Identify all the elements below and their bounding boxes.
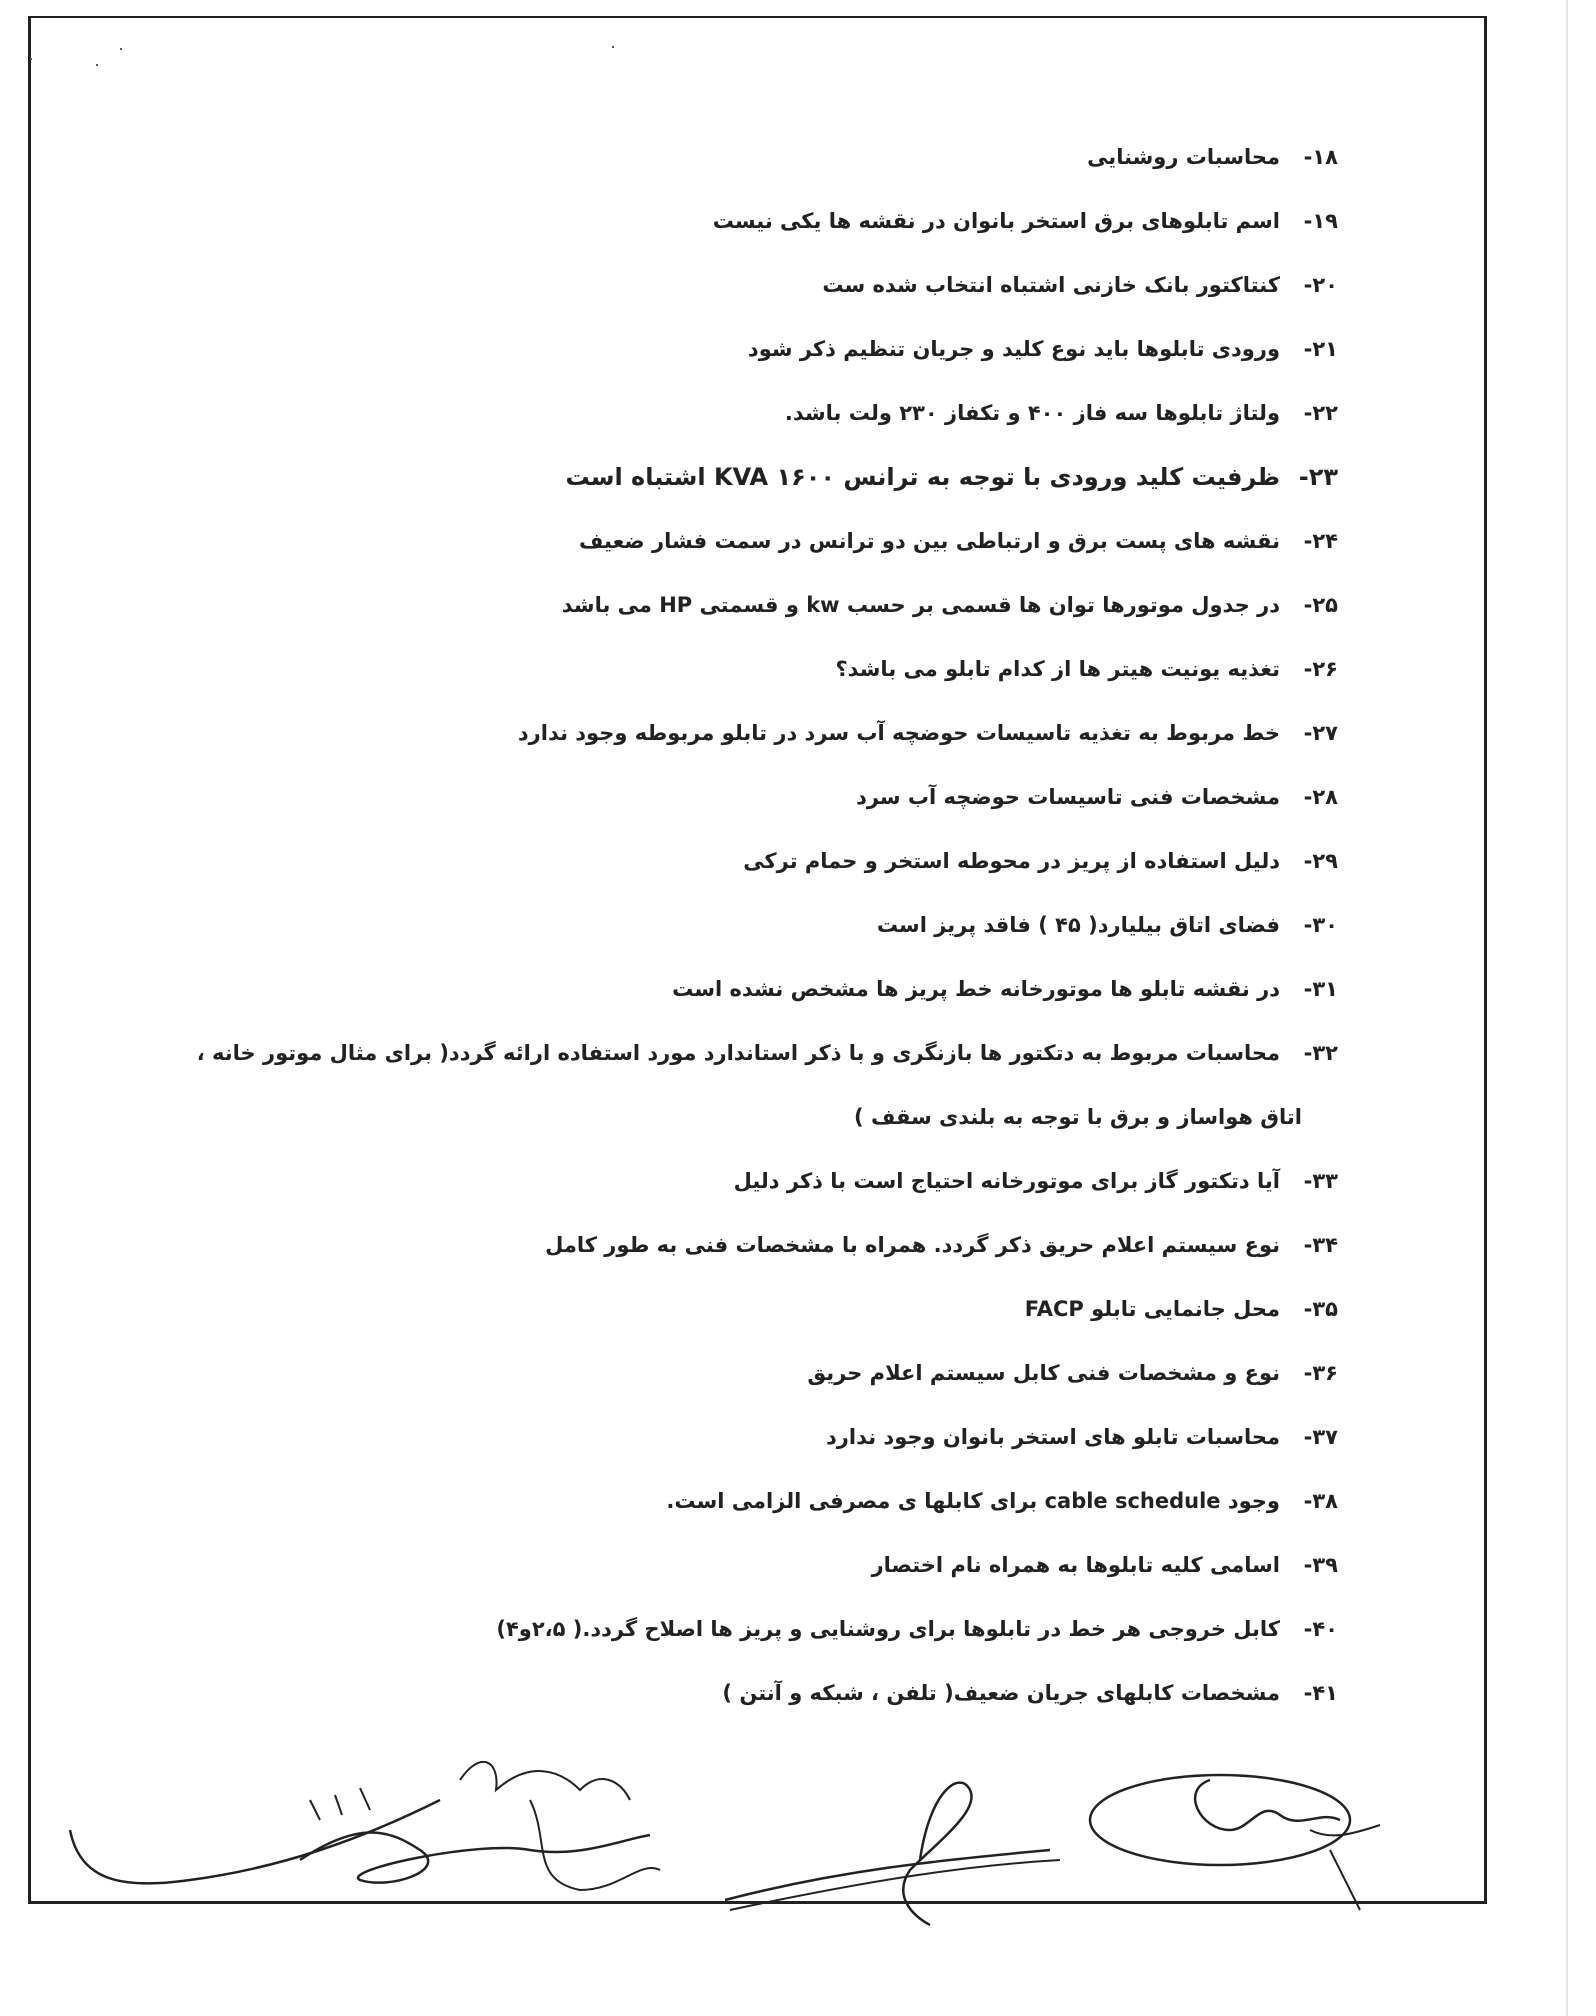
list-item	[713, 206, 1338, 236]
list-item	[743, 846, 1338, 876]
list-item	[496, 1614, 1338, 1644]
item-text: ظرفیت کلید ورودی با توجه به ترانس ۱۶۰۰ KVA اشتباه است	[565, 463, 1280, 491]
item-text: نوع سیستم اعلام حریق ذکر گردد. همراه با مشخصات فنی به طور کامل	[545, 1233, 1280, 1257]
item-number: ۲۱-	[1303, 337, 1338, 361]
item-text: اسامی کلیه تابلوها به همراه نام اختصار	[871, 1553, 1280, 1577]
item-number: ۳۷-	[1303, 1425, 1338, 1449]
item-number: ۳۱-	[1303, 977, 1338, 1001]
item-number: ۳۳-	[1303, 1169, 1338, 1193]
item-text: محاسبات مربوط به دتکتور ها بازنگری و با ذکر استاندارد مورد استفاده ارائه گردد( برای مثال موتور خانه ،	[196, 1041, 1280, 1065]
item-text: دلیل استفاده از پریز در محوطه استخر و حمام ترکی	[743, 849, 1280, 873]
list-item	[579, 526, 1338, 556]
list-item	[722, 1678, 1338, 1708]
item-number: ۳۶-	[1303, 1361, 1338, 1385]
scan-speck	[120, 48, 122, 50]
item-number: ۲۲-	[1303, 401, 1338, 425]
scan-edge	[1566, 0, 1568, 2016]
item-number: ۲۷-	[1303, 721, 1338, 745]
list-item	[518, 718, 1338, 748]
item-text: در جدول موتورها توان ها قسمی بر حسب kw و قسمتی HP می باشد	[561, 593, 1280, 617]
list-item	[565, 462, 1338, 492]
item-text: نوع و مشخصات فنی کابل سیستم اعلام حریق	[807, 1361, 1280, 1385]
item-number: ۲۰-	[1303, 273, 1338, 297]
item-text: کابل خروجی هر خط در تابلوها برای روشنایی و پریز ها اصلاح گردد.( ۲،۵و۴)	[496, 1617, 1280, 1641]
list-item	[672, 974, 1338, 1004]
item-number: ۴۰-	[1303, 1617, 1338, 1641]
item-number: ۳۵-	[1303, 1297, 1338, 1321]
item-number: ۲۳-	[1298, 463, 1338, 491]
list-item	[856, 782, 1338, 812]
list-item	[807, 1358, 1338, 1388]
item-32-continuation: اتاق هواساز و برق با توجه به بلندی سقف )	[854, 1105, 1302, 1129]
list-item	[822, 270, 1338, 300]
list-item	[748, 334, 1338, 364]
item-text: مشخصات کابلهای جریان ضعیف( تلفن ، شبکه و آنتن )	[722, 1681, 1280, 1705]
item-text: آیا دتکتور گاز برای موتورخانه احتیاج است با ذکر دلیل	[733, 1169, 1280, 1193]
item-text: کنتاکتور بانک خازنی اشتباه انتخاب شده ست	[822, 273, 1280, 297]
list-item	[872, 1550, 1338, 1580]
list-item	[785, 398, 1338, 428]
scan-speck	[612, 46, 614, 48]
list-item	[1087, 142, 1338, 172]
item-text: در نقشه تابلو ها موتورخانه خط پریز ها مشخص نشده است	[672, 977, 1280, 1001]
item-text: ورودی تابلوها باید نوع کلید و جریان تنظیم ذکر شود	[747, 337, 1280, 361]
item-number: ۳۹-	[1303, 1553, 1338, 1577]
item-text: اسم تابلوهای برق استخر بانوان در نقشه ها یکی نیست	[712, 209, 1280, 233]
item-text: محاسبات تابلو های استخر بانوان وجود ندارد	[826, 1425, 1280, 1449]
list-item	[545, 1230, 1338, 1260]
item-text: فضای اتاق بیلیارد( ۴۵ ) فاقد پریز است	[876, 913, 1280, 937]
item-text: مشخصات فنی تاسیسات حوضچه آب سرد	[856, 785, 1280, 809]
item-text: نقشه های پست برق و ارتباطی بین دو ترانس در سمت فشار ضعیف	[579, 529, 1280, 553]
item-number: ۱۹-	[1303, 209, 1338, 233]
item-text: تغذیه یونیت هیتر ها از کدام تابلو می باشد؟	[835, 657, 1280, 681]
list-item	[734, 1166, 1338, 1196]
item-number: ۳۸-	[1303, 1489, 1338, 1513]
list-item	[1025, 1294, 1338, 1324]
item-text: محاسبات روشنایی	[1087, 145, 1280, 169]
item-number: ۴۱-	[1303, 1681, 1338, 1705]
item-text: ولتاژ تابلوها سه فاز ۴۰۰ و تکفاز ۲۳۰ ولت باشد.	[784, 401, 1280, 425]
item-text: محل جانمایی تابلو FACP	[1024, 1297, 1280, 1321]
list-item	[826, 1422, 1338, 1452]
list-item	[562, 590, 1338, 620]
item-number: ۲۶-	[1303, 657, 1338, 681]
scan-speck	[96, 64, 98, 66]
item-number: ۲۹-	[1303, 849, 1338, 873]
item-number: ۲۸-	[1303, 785, 1338, 809]
item-number: ۳۰-	[1303, 913, 1338, 937]
item-number: ۳۴-	[1303, 1233, 1338, 1257]
item-text: خط مربوط به تغذیه تاسیسات حوضچه آب سرد در تابلو مربوطه وجود ندارد	[517, 721, 1280, 745]
list-item	[835, 654, 1338, 684]
item-number: ۲۴-	[1303, 529, 1338, 553]
item-number: ۱۸-	[1303, 145, 1338, 169]
item-text: وجود cable schedule برای کابلها ی مصرفی الزامی است.	[666, 1489, 1280, 1513]
list-item	[666, 1486, 1338, 1516]
list-item	[877, 910, 1338, 940]
list-item	[197, 1038, 1338, 1068]
scan-speck	[30, 58, 32, 60]
item-number: ۳۲-	[1303, 1041, 1338, 1065]
item-number: ۲۵-	[1303, 593, 1338, 617]
